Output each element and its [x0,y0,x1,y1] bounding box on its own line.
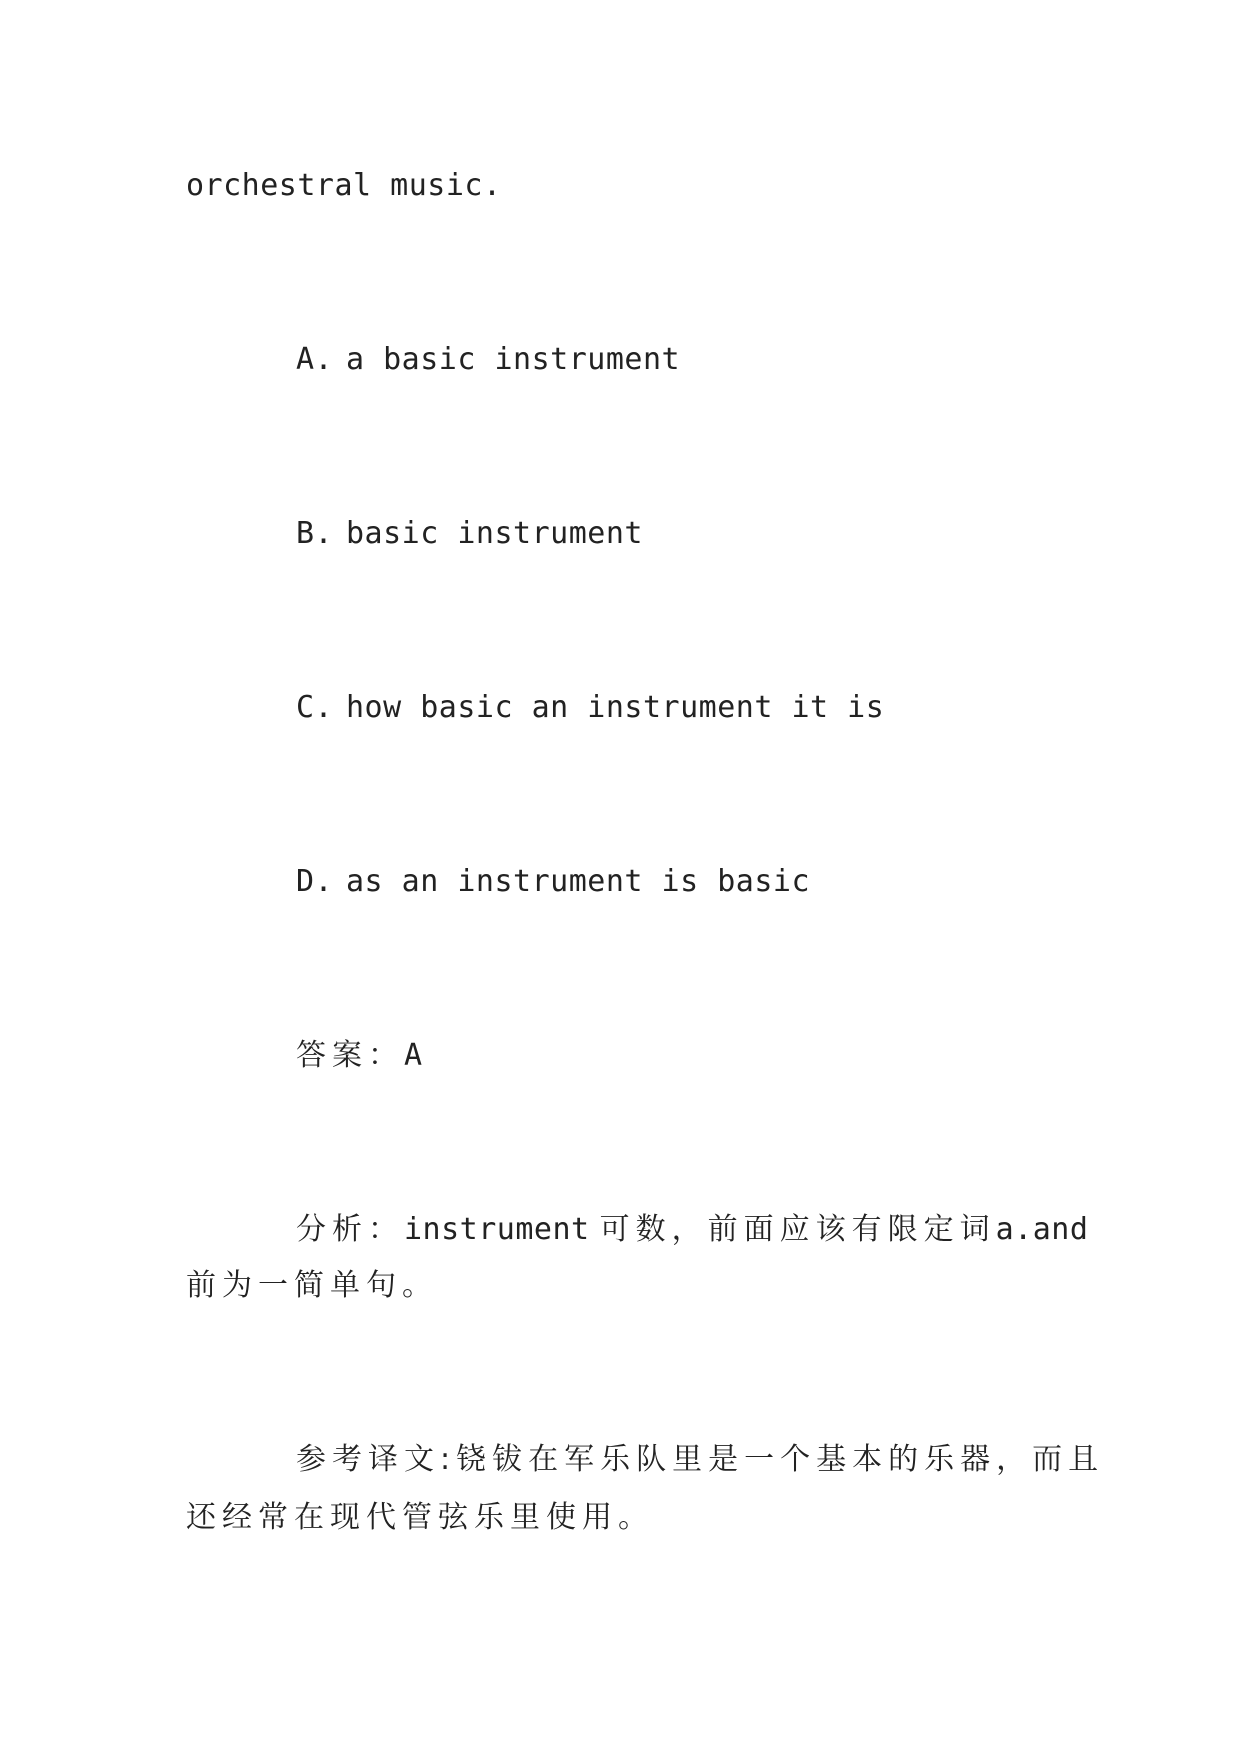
analysis-word: instrument [404,1212,590,1247]
translation-label: 参考译文: [296,1442,457,1477]
analysis-word-2: a.and [995,1212,1089,1247]
translation-line-2: 还经常在现代管弦乐里使用。 [186,1500,654,1535]
analysis-label: 分析： [296,1212,404,1247]
translation-text-1: 铙钹在军乐队里是一个基本的乐器，而且 [456,1442,1105,1477]
answer-label: 答案： [296,1038,404,1073]
option-b-text: basic instrument [346,516,643,551]
option-d [296,864,810,900]
analysis-text: 可数，前面应该有限定词 [599,1212,996,1247]
option-b [296,516,643,552]
option-a [296,342,680,378]
option-a-letter: A. [296,342,334,377]
option-d-text: as an instrument is basic [346,864,811,899]
option-c-text: how basic an instrument it is [346,690,885,725]
answer-line [296,1038,423,1074]
analysis-line-1 [296,1212,1088,1248]
option-b-letter: B. [296,516,334,551]
option-d-letter: D. [296,864,334,899]
option-a-text: a basic instrument [346,342,681,377]
translation-line-1 [296,1442,1104,1478]
analysis-line-2: 前为一简单句。 [186,1268,438,1303]
answer-value: A [404,1038,423,1073]
option-c [296,690,884,726]
question-stem-tail: orchestral music. [186,168,502,203]
option-c-letter: C. [296,690,334,725]
